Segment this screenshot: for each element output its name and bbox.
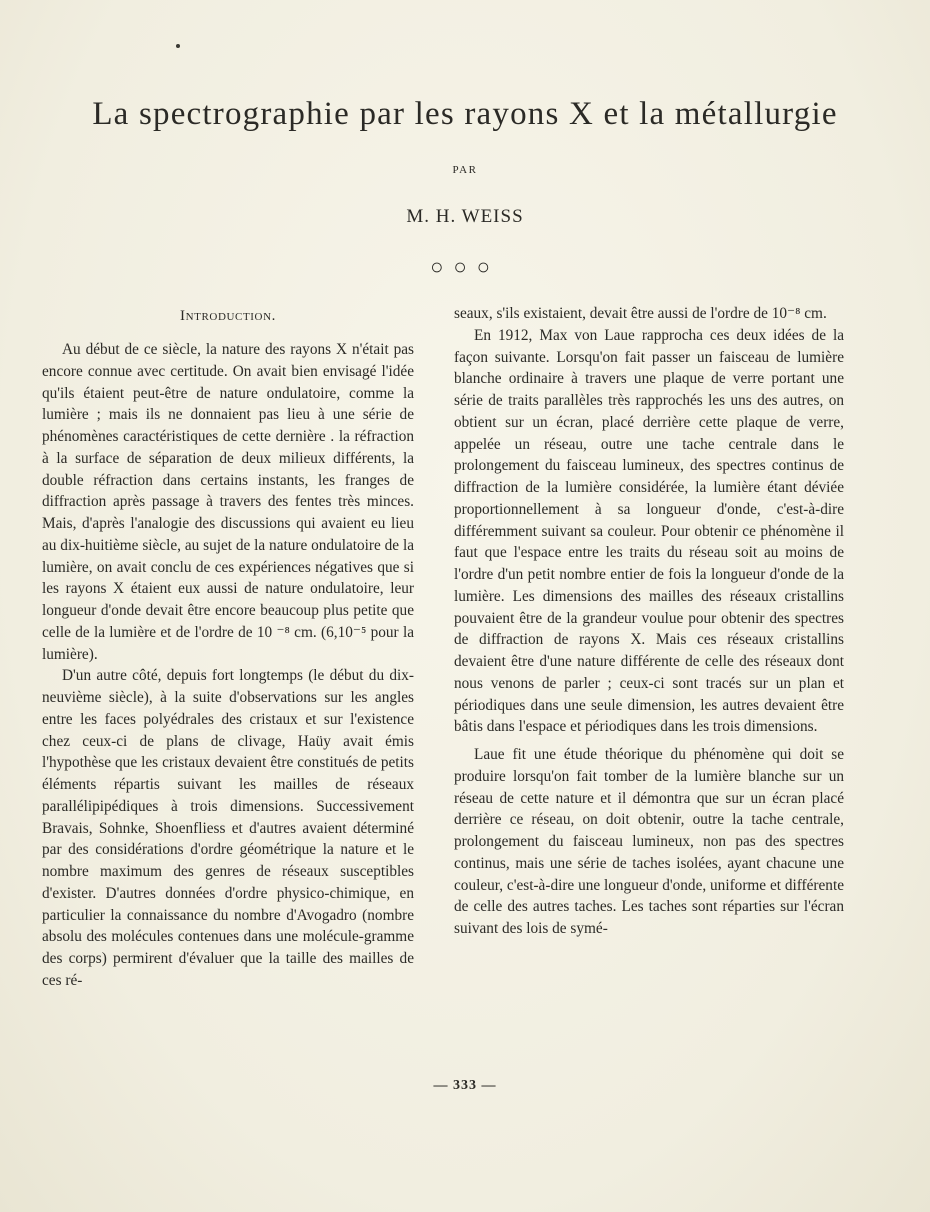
paragraph: D'un autre côté, depuis fort longtemps (le début du dix-neuvième siècle), à la suite d'observations sur les angles entre les faces polyédrales des cristaux et sur l'existence chez ceux-ci de plans de clivage, Haüy avait émis l'hypothèse que les cristaux devaient être constitués de petits éléments répartis suivant les mailles de réseaux parallélipipédiques à trois dimensions. Successivement Bravais, Sohnke, Shoenfliess et d'autres avaient déterminé par des considérations d'ordre géométrique la nature et le nombre maximum des genres de réseaux susceptibles d'exister. D'autres données d'ordre physico-chimique, en particulier la connaissance du nombre d'Avogadro (nombre absolu des molécules contenues dans une molécule-gramme des corps) permirent d'évaluer que la taille des mailles de ces ré- <box>42 667 414 989</box>
paragraph: En 1912, Max von Laue rapprocha ces deux idées de la façon suivante. Lorsqu'on fait passer un faisceau de lumière blanche ordinaire à travers une plaque de verre portant une série de traits parallèles très rapprochés les uns des autres, on obtient sur un écran, placé derrière cette plaque de verre, appelée un réseau, outre une tache centrale dans le prolongement du faisceau lumineux, des spectres continus de diffraction de la lumière considérée, la lumière étant déviée proportionnellement à sa longueur d'onde, c'est-à-dire différemment suivant sa couleur. Pour obtenir ce phénomène il faut que l'espace entre les traits du réseau soit au moins de l'ordre d'un petit nombre entier de fois la longueur d'onde de la lumière. Les dimensions des mailles des réseaux cristallins pouvaient être de la grandeur voulue pour obtenir des spectres de diffraction de rayons X. Mais ces réseaux cristallins devaient être d'une nature différente de celle des réseaux dont nous venons de parler ; ceux-ci sont tracés sur un plan et périodiques dans une seule dimension, les autres devaient être bâtis dans l'espace et périodiques dans les trois dimensions. <box>454 326 844 736</box>
left-column <box>42 306 414 992</box>
paragraph: Au début de ce siècle, la nature des rayons X n'était pas encore connue avec certitude. On avait bien envisagé l'idée qu'ils étaient peut-être de nature ondulatoire, comme la lumière ; mais ils ne donnaient pas lieu à une série de phénomènes caractéristiques de cette dernière . la réfraction à la surface de séparation de deux milieux différents, la double réfraction dans certains instants, les franges de diffraction après passage à travers des fentes très minces. Mais, d'après l'analogie des discussions qui avaient eu lieu au dix-huitième siècle, au sujet de la nature ondulatoire de la lumière, on avait conclu de ces expériences négatives que si les rayons X étaient eux aussi de nature ondulatoire, leur longueur d'onde devait être encore beaucoup plus petite que celle de la lumière et de l'ordre de 10 ⁻⁸ cm. (6,10⁻⁵ pour la lumière). <box>42 341 414 663</box>
ornament-circles: ○○○ <box>430 254 500 279</box>
ink-speck <box>176 44 180 48</box>
section-heading-introduction: Introduction. <box>180 308 276 324</box>
paragraph: seaux, s'ils existaient, devait être aussi de l'ordre de 10⁻⁸ cm. <box>454 305 827 322</box>
author-name: M. H. WEISS <box>406 206 524 227</box>
page-number: — 333 — <box>433 1078 497 1093</box>
right-column <box>454 303 844 940</box>
paragraph: Laue fit une étude théorique du phénomène qui doit se produire lorsqu'on fait tomber de la lumière blanche sur un réseau de cette nature et il démontra que sur un écran placé derrière ce réseau, on doit obtenir, outre la tache centrale, prolongement du faisceau lumineux, non pas des spectres continus, mais une série de taches isolées, ayant chacune une couleur, c'est-à-dire une longueur d'onde, uniforme et différente de celle des autres taches. Les taches sont réparties sur l'écran suivant des lois de symé- <box>454 746 844 937</box>
article-title: La spectrographie par les rayons X et la métallurgie <box>92 96 838 132</box>
byline-label: PAR <box>452 164 478 176</box>
